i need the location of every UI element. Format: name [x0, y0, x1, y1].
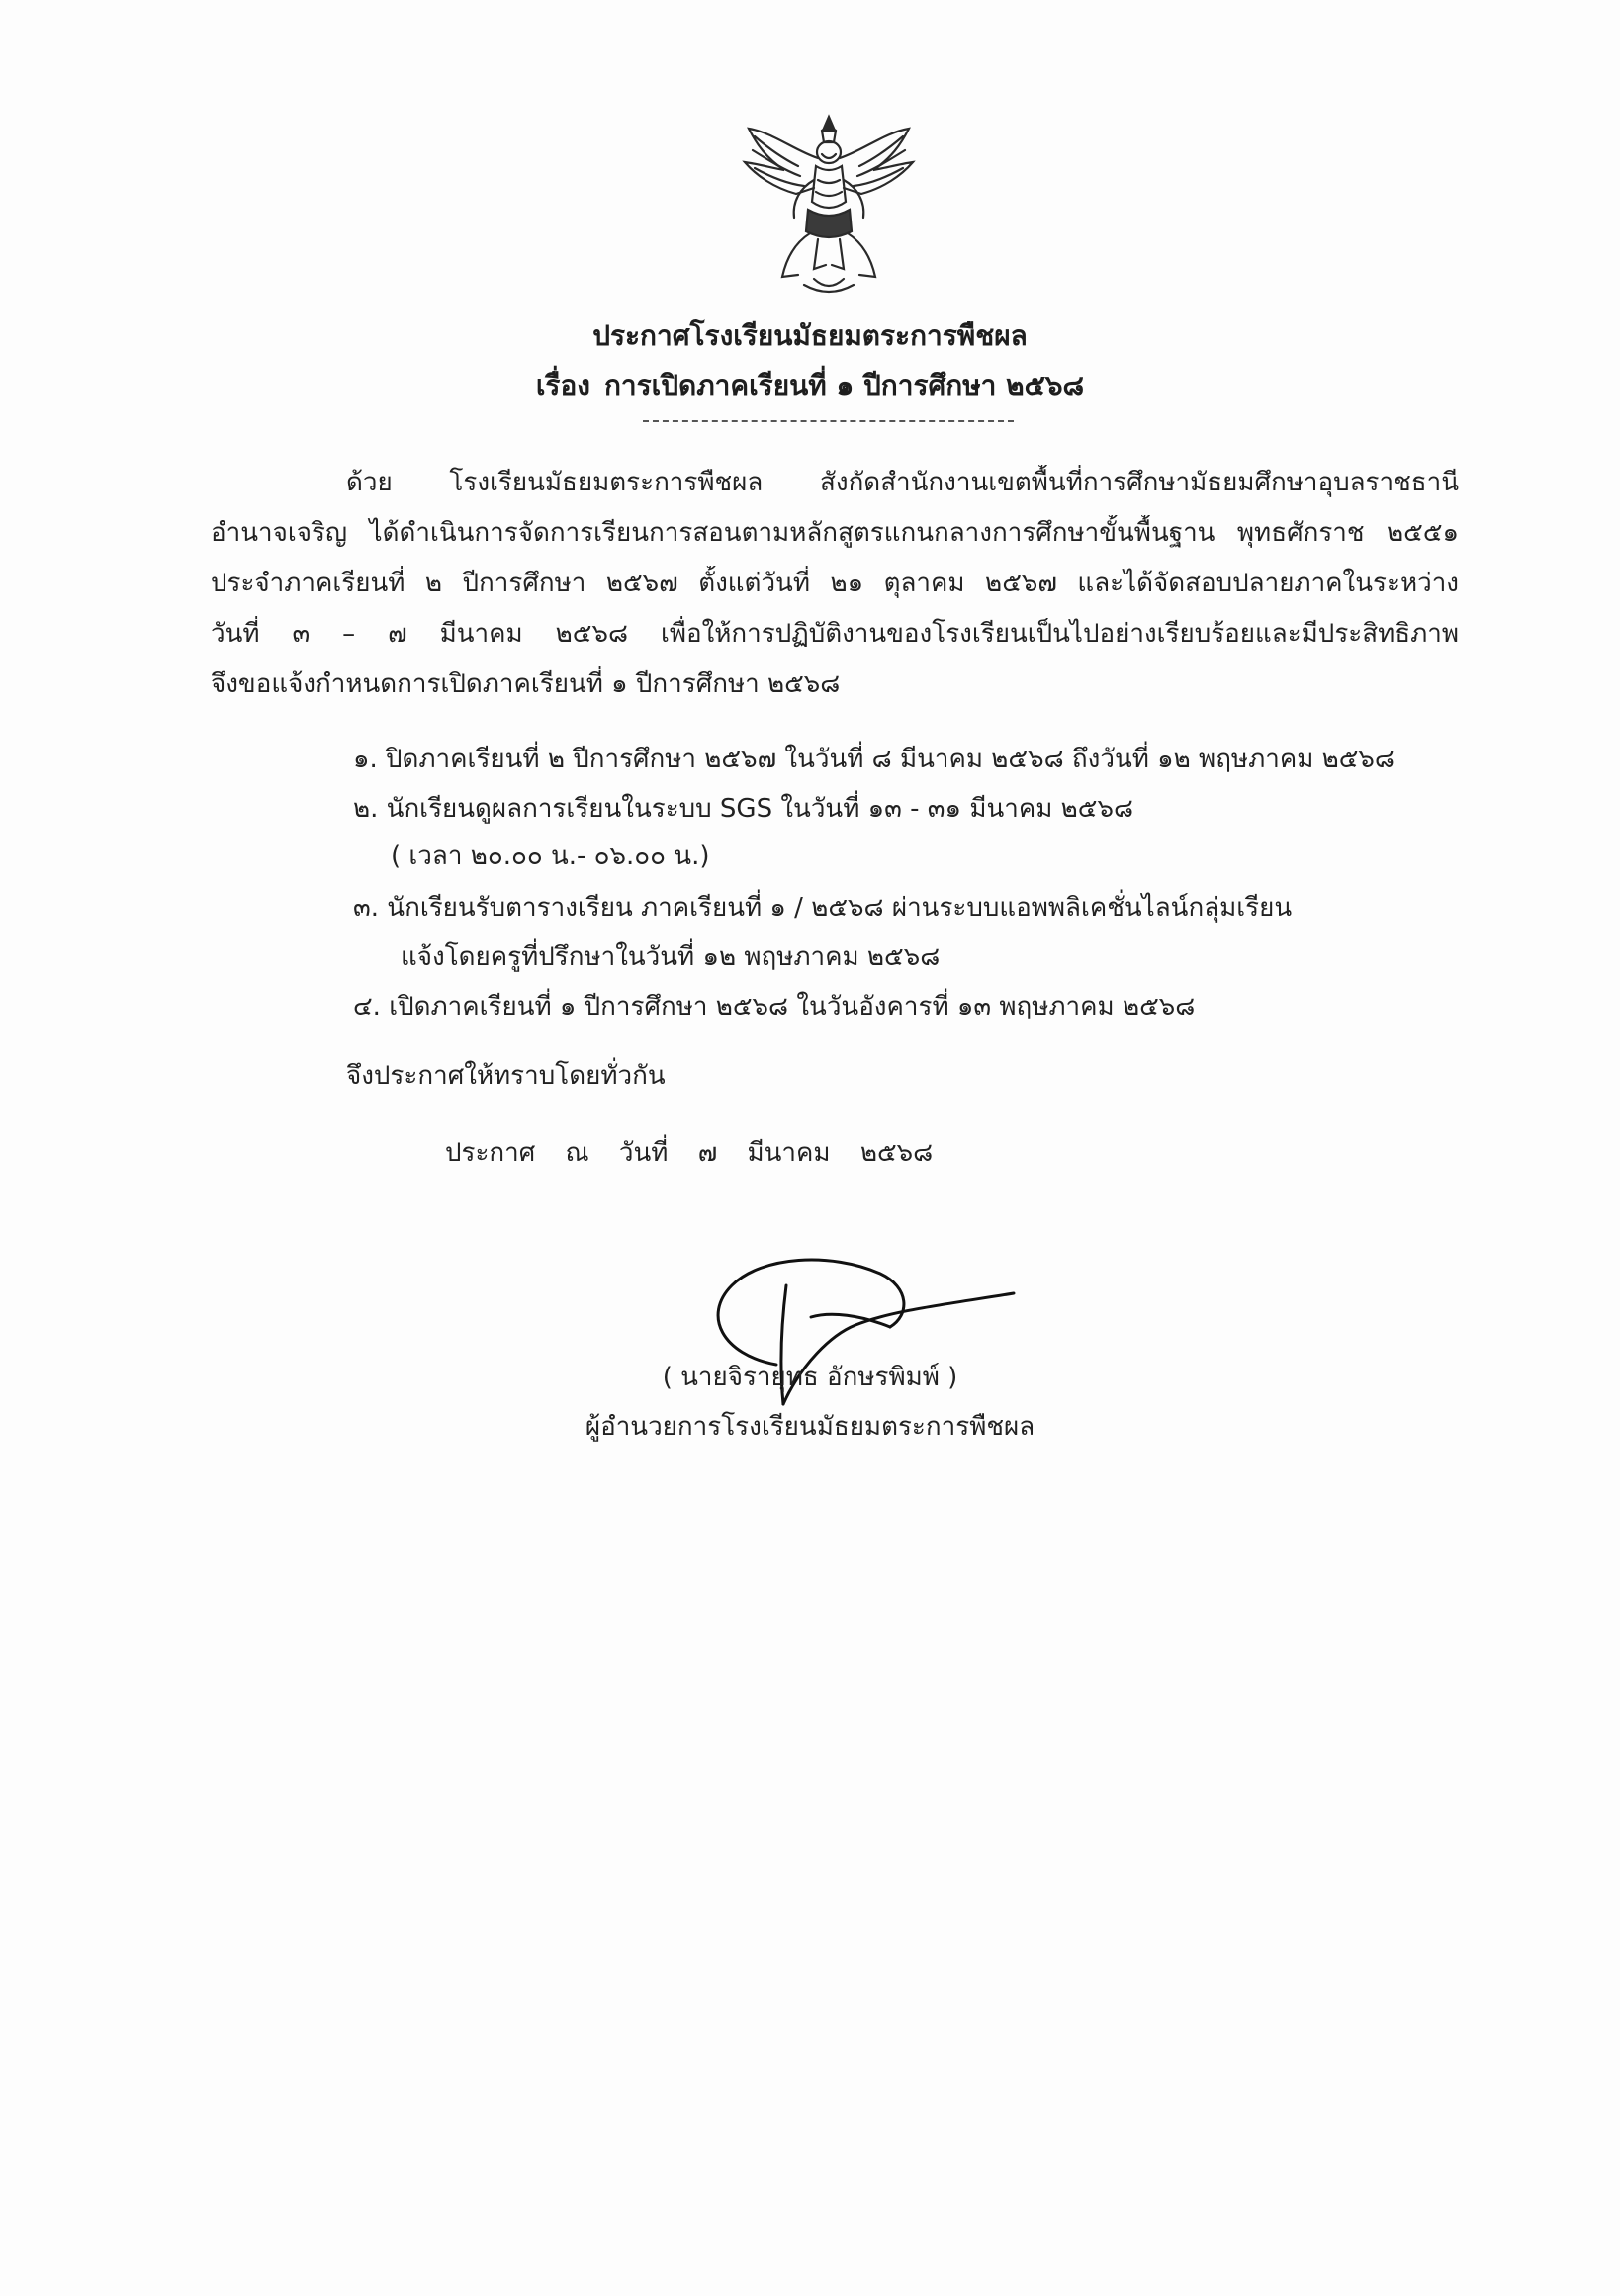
announcement-title: ประกาศโรงเรียนมัธยมตระการพืชผล — [592, 319, 1028, 352]
list-item-sub: แจ้งโดยครูที่ปรึกษาในวันที่ ๑๒ พฤษภาคม ๒๕๖๘ — [401, 942, 941, 972]
body-paragraph — [211, 465, 1459, 717]
list-item-sub: ( เวลา ๒๐.๐๐ น.- ๐๖.๐๐ น.) — [391, 841, 710, 871]
body-line: จึงขอแจ้งกำหนดการเปิดภาคเรียนที่ ๑ ปีการศึกษา ๒๕๖๘ — [211, 669, 841, 699]
announcement-subject — [0, 364, 1620, 407]
list-item: ๒. นักเรียนดูผลการเรียนในระบบ SGS ในวันที่ ๑๓ - ๓๑ มีนาคม ๒๕๖๘ — [353, 794, 1134, 824]
body-line: ด้วย โรงเรียนมัธยมตระการพืชผล สังกัดสำนักงานเขตพื้นที่การศึกษามัธยมศึกษาอุบลราชธานี — [346, 468, 1459, 497]
signer-name: ( นายจิรายุทธ อักษรพิมพ์ ) — [662, 1363, 958, 1392]
body-line: วันที่ ๓ – ๗ มีนาคม ๒๕๖๘ เพื่อให้การปฏิบัติงานของโรงเรียนเป็นไปอย่างเรียบร้อยและมีประสิทธิภาพ — [211, 619, 1459, 649]
garuda-emblem-icon — [735, 111, 923, 299]
body-line: อำนาจเจริญ ได้ดำเนินการจัดการเรียนการสอนตามหลักสูตรแกนกลางการศึกษาขั้นพื้นฐาน พุทธศักราช ๒๕๕๑ — [211, 518, 1459, 548]
announcement-date: ประกาศ ณ วันที่ ๗ มีนาคม ๒๕๖๘ — [445, 1138, 934, 1168]
body-line: ประจำภาคเรียนที่ ๒ ปีการศึกษา ๒๕๖๗ ตั้งแต่วันที่ ๒๑ ตุลาคม ๒๕๖๗ และได้จัดสอบปลายภาคในระหว่าง — [211, 569, 1459, 598]
subject-text: การเปิดภาคเรียนที่ ๑ ปีการศึกษา ๒๕๖๘ — [603, 369, 1085, 401]
list-item: ๔. เปิดภาคเรียนที่ ๑ ปีการศึกษา ๒๕๖๘ ในวันอังคารที่ ๑๓ พฤษภาคม ๒๕๖๘ — [353, 992, 1196, 1021]
list-item: ๑. ปิดภาคเรียนที่ ๒ ปีการศึกษา ๒๕๖๗ ในวันที่ ๘ มีนาคม ๒๕๖๘ ถึงวันที่ ๑๒ พฤษภาคม ๒๕๖๘ — [353, 745, 1395, 774]
signer-title: ผู้อำนวยการโรงเรียนมัธยมตระการพืชผล — [585, 1412, 1035, 1442]
title-divider — [643, 420, 1014, 422]
subject-label: เรื่อง — [535, 369, 590, 401]
closing-statement: จึงประกาศให้ทราบโดยทั่วกัน — [346, 1061, 666, 1091]
list-item: ๓. นักเรียนรับตารางเรียน ภาคเรียนที่ ๑ / ๒๕๖๘ ผ่านระบบแอพพลิเคชั่นไลน์กลุ่มเรียน — [353, 893, 1293, 923]
